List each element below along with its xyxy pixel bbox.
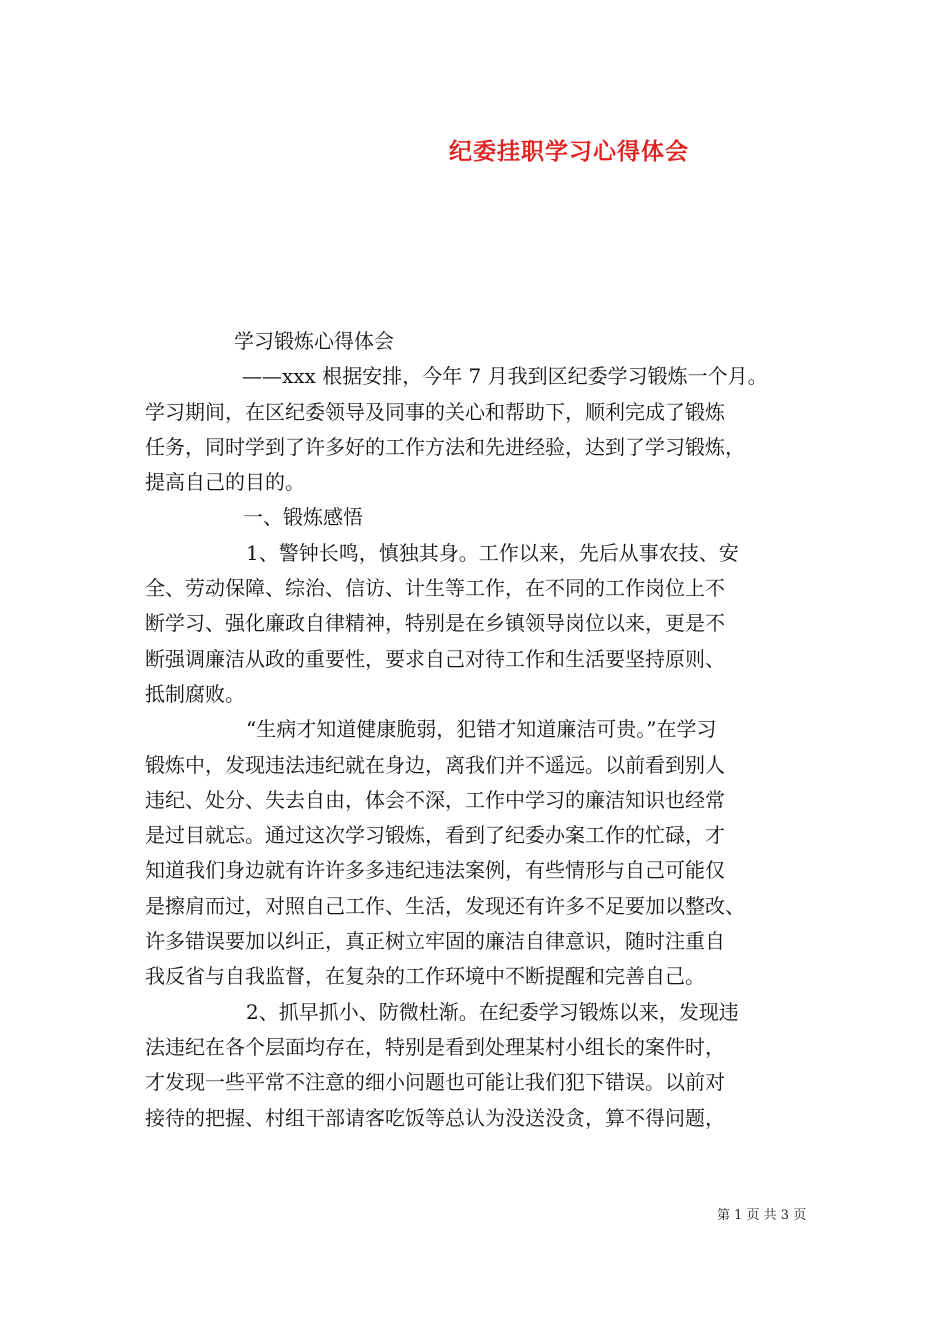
paragraph-line: 许多错误要加以纠正，真正树立牢固的廉洁自律意识，随时注重自: [145, 929, 725, 954]
paragraph-line: 是擦肩而过，对照自己工作、生活，发现还有许多不足要加以整改、: [145, 893, 745, 918]
paragraph-line: 断学习、强化廉政自律精神，特别是在乡镇领导岗位以来，更是不: [145, 611, 725, 636]
paragraph-line: 全、劳动保障、综治、信访、计生等工作，在不同的工作岗位上不: [145, 576, 725, 601]
paragraph-line: 1、警钟长鸣，慎独其身。工作以来，先后从事农技、安: [246, 540, 739, 565]
paragraph-line: ——xxx 根据安排，今年 7 月我到区纪委学习锻炼一个月。: [242, 364, 768, 389]
paragraph-line: 2、抓早抓小、防微杜渐。在纪委学习锻炼以来，发现违: [246, 999, 739, 1024]
paragraph-line: 是过目就忘。通过这次学习锻炼，看到了纪委办案工作的忙碌，才: [145, 823, 725, 848]
paragraph-line: 法违纪在各个层面均存在，特别是看到处理某村小组长的案件时，: [145, 1034, 725, 1059]
paragraph-line: 接待的把握、村组干部请客吃饭等总认为没送没贪，算不得问题，: [145, 1105, 725, 1130]
section-heading: 一、锻炼感悟: [243, 505, 363, 530]
document-subtitle: 学习锻炼心得体会: [234, 329, 394, 353]
paragraph-line: 断强调廉洁从政的重要性，要求自己对待工作和生活要坚持原则、: [145, 646, 725, 671]
paragraph-line: 抵制腐败。: [145, 681, 245, 706]
document-body: [145, 324, 810, 1136]
paragraph-line: 锻炼中，发现违法违纪就在身边，离我们并不遥远。以前看到别人: [145, 752, 725, 777]
paragraph-line: 才发现一些平常不注意的细小问题也可能让我们犯下错误。以前对: [145, 1070, 725, 1095]
document-title: 纪委挂职学习心得体会: [449, 138, 689, 165]
paragraph-line: 提高自己的目的。: [145, 470, 305, 495]
paragraph-line: 违纪、处分、失去自由，体会不深，工作中学习的廉洁知识也经常: [145, 787, 725, 812]
paragraph-line: “生病才知道健康脆弱，犯错才知道廉洁可贵。”在学习: [246, 717, 717, 742]
paragraph-line: 知道我们身边就有许许多多违纪违法案例，有些情形与自己可能仅: [145, 858, 725, 883]
paragraph-line: 学习期间，在区纪委领导及同事的关心和帮助下，顺利完成了锻炼: [145, 399, 725, 424]
paragraph-line: 任务，同时学到了许多好的工作方法和先进经验，达到了学习锻炼，: [145, 434, 745, 459]
page-indicator: 第 1 页 共 3 页: [717, 1208, 807, 1223]
paragraph-line: 我反省与自我监督，在复杂的工作环境中不断提醒和完善自己。: [145, 964, 705, 989]
